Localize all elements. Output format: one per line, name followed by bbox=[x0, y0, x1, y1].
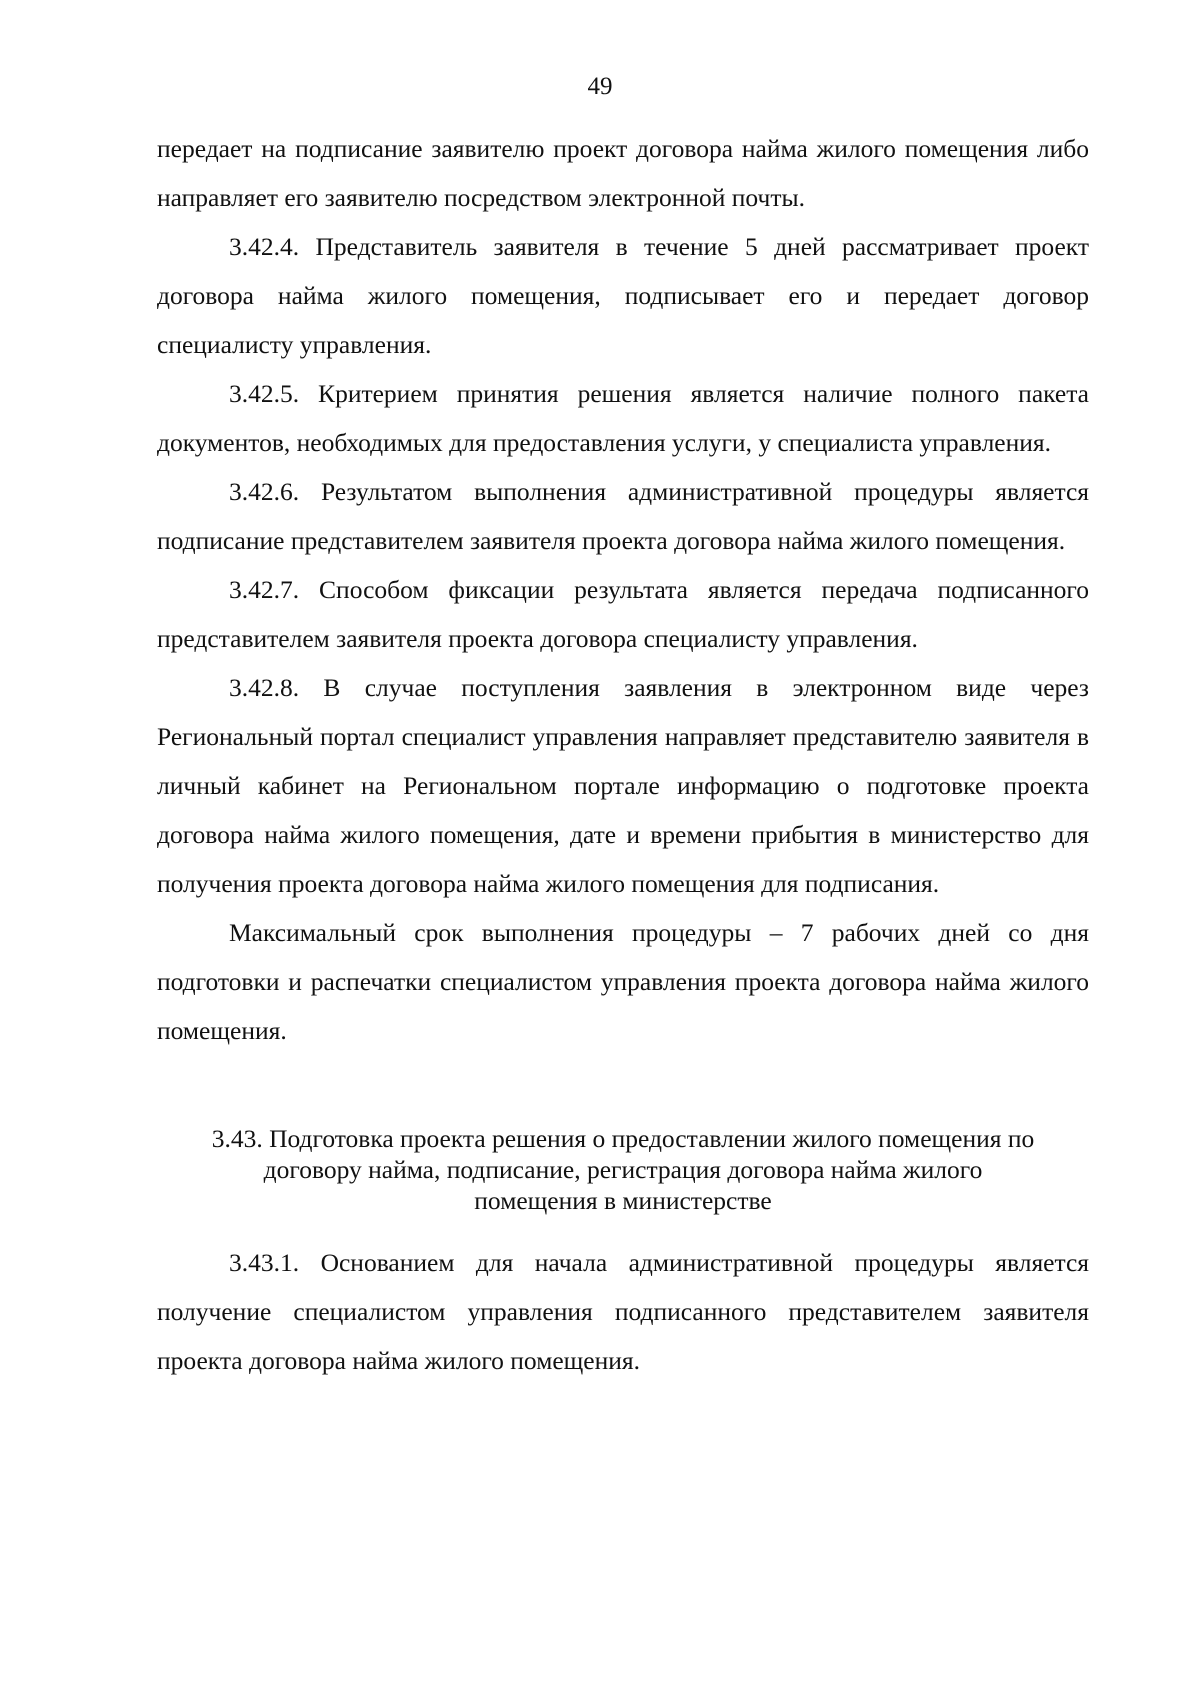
paragraph-3-42-8: 3.42.8. В случае поступления заявления в электронном виде через Региональный портал специалист управления направляет представителю заявителя в личный кабинет на Региональном портале информацию о подготовке проекта договора найма жилого помещения, дате и времени прибытия в министерство для получения проекта договора найма жилого помещения для подписания. bbox=[157, 673, 1089, 898]
paragraph-continuation: передает на подписание заявителю проект договора найма жилого помещения либо направляет его заявителю посредством электронной почты. bbox=[157, 134, 1089, 212]
document-body bbox=[157, 124, 1089, 1385]
section-heading-line: договору найма, подписание, регистрация договора найма жилого bbox=[263, 1155, 983, 1184]
paragraph-3-42-6: 3.42.6. Результатом выполнения административной процедуры является подписание представителем заявителя проекта договора найма жилого помещения. bbox=[157, 477, 1089, 555]
paragraph-3-42-4: 3.42.4. Представитель заявителя в течение 5 дней рассматривает проект договора найма жилого помещения, подписывает его и передает договор специалисту управления. bbox=[157, 232, 1089, 359]
section-heading-line: 3.43. Подготовка проекта решения о предоставлении жилого помещения по bbox=[211, 1124, 1035, 1153]
paragraph-3-43-1: 3.43.1. Основанием для начала административной процедуры является получение специалистом управления подписанного представителем заявителя проекта договора найма жилого помещения. bbox=[157, 1248, 1089, 1375]
section-heading-line: помещения в министерстве bbox=[474, 1186, 772, 1215]
paragraph-max-term: Максимальный срок выполнения процедуры – 7 рабочих дней со дня подготовки и распечатки специалистом управления проекта договора найма жилого помещения. bbox=[157, 918, 1089, 1045]
paragraph-3-42-7: 3.42.7. Способом фиксации результата является передача подписанного представителем заявителя проекта договора специалисту управления. bbox=[157, 575, 1089, 653]
section-heading-3-43 bbox=[157, 1123, 1089, 1216]
page-number: 49 bbox=[587, 73, 613, 100]
paragraph-3-42-5: 3.42.5. Критерием принятия решения является наличие полного пакета документов, необходимых для предоставления услуги, у специалиста управления. bbox=[157, 379, 1089, 457]
